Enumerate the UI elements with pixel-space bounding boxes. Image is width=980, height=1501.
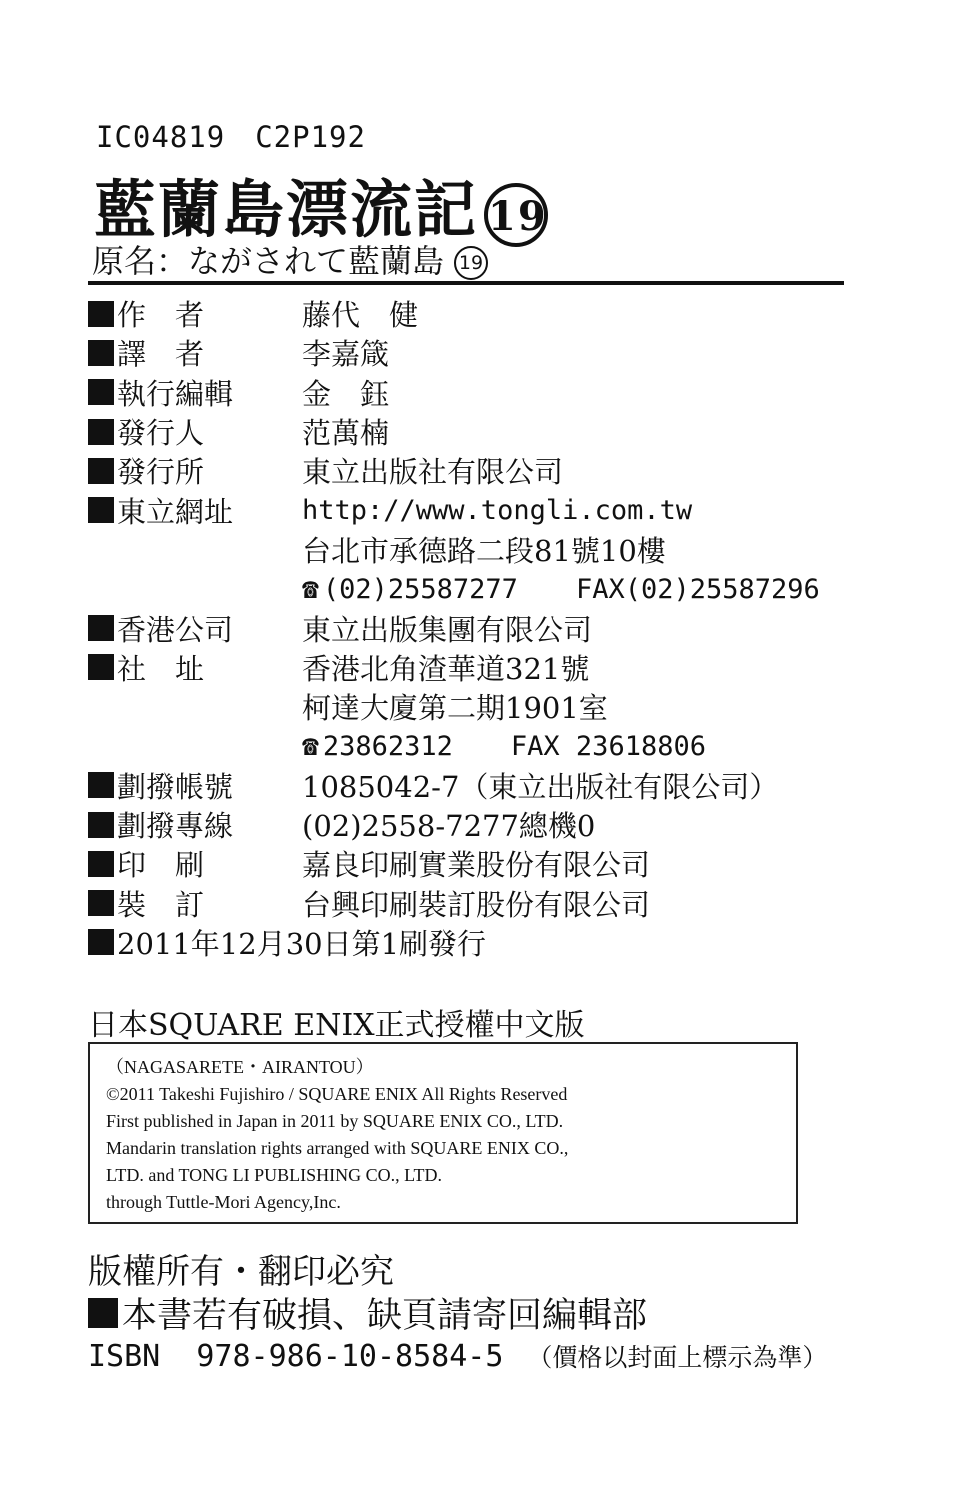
credit-label: 發行所 [117,455,205,490]
credit-label: 劃撥帳號 [117,769,234,804]
hk-phone: 23862312 [322,731,453,763]
tw-address: 台北市承德路二段81號10樓 [302,533,666,568]
volume-badge: 19 [484,183,548,247]
license-line: First published in Japan in 2011 by SQUARE ENIX CO., LTD. [106,1111,564,1131]
bullet-square-icon [88,419,114,445]
credit-row-hk-address [88,648,848,687]
credit-row-website [88,490,848,529]
credit-label: 裝 訂 [117,887,205,922]
code-2: C2P192 [255,120,366,154]
damage-notice-text: 本書若有破損、缺頁請寄回編輯部 [122,1296,648,1336]
original-title [92,236,488,282]
hk-contact-row [88,726,848,765]
tw-contact-row [88,569,848,608]
credit-value: 藤代 健 [302,298,419,333]
hk-address2-row [88,687,848,726]
license-line: Mandarin translation rights arranged with SQUARE ENIX CO., [106,1138,569,1158]
bullet-square-icon [88,929,114,955]
license-line: through Tuttle-Mori Agency,Inc. [106,1192,341,1212]
damage-notice [88,1288,647,1338]
credit-value: 台興印刷裝訂股份有限公司 [302,887,651,922]
bullet-square-icon [88,890,114,916]
original-volume-badge: 19 [454,246,488,280]
credit-row-publishing-house [88,451,848,490]
tw-contact [302,572,820,605]
credit-row-publisher [88,412,848,451]
credit-label: 劃撥專線 [117,809,234,844]
license-line: LTD. and TONG LI PUBLISHING CO., LTD. [106,1165,443,1185]
original-title-text: 原名：ながされて藍蘭島 [92,242,445,280]
license-box [88,1042,798,1224]
price-note: （價格以封面上標示為準） [527,1343,828,1372]
credit-value: 1085042-7（東立出版社有限公司） [302,769,779,804]
isbn-number: ISBN 978-986-10-8584-5 [88,1339,504,1374]
rights-reserved: 版權所有・翻印必究 [88,1252,394,1292]
credit-value: 金 鈺 [302,376,390,411]
credit-row-postal-account [88,766,848,805]
credit-row-translator [88,333,848,372]
telephone-icon: ☎ [302,729,319,763]
credit-value: 香港北角渣華道321號 [302,651,590,686]
official-license-line: 日本SQUARE ENIX正式授權中文版 [88,1008,585,1043]
credit-row-postal-line [88,805,848,844]
hk-contact [302,729,706,762]
credit-label: 作 者 [117,298,205,333]
credit-label: 譯 者 [117,337,205,372]
bullet-square-icon [88,458,114,484]
telephone-icon: ☎ [302,572,319,606]
credit-row-author [88,294,848,333]
code-1: IC04819 [96,120,226,154]
credit-value: 范萬楠 [302,416,390,451]
credit-label: 社 址 [117,651,205,686]
credit-value: 嘉良印刷實業股份有限公司 [302,848,651,883]
hk-fax: FAX 23618806 [510,731,706,763]
credit-value: (02)2558-7277總機0 [302,809,596,844]
credit-row-binding [88,883,848,922]
bullet-square-icon [88,497,114,523]
bullet-square-icon [88,772,114,798]
bullet-square-icon [88,812,114,838]
credit-value: 李嘉箴 [302,337,390,372]
title-text: 藍蘭島漂流記 [94,173,479,246]
publication-date: 2011年12月30日第1刷發行 [117,926,487,961]
credit-label: 香港公司 [117,612,234,647]
credit-row-editor [88,373,848,412]
credit-row-printing [88,844,848,883]
credit-label: 東立網址 [117,494,234,529]
bullet-square-icon [88,379,114,405]
bullet-square-icon [88,340,114,366]
credit-value: 東立出版集團有限公司 [302,612,593,647]
tw-address-row [88,530,848,569]
credit-label: 印 刷 [117,848,205,883]
bullet-square-icon [88,851,114,877]
credit-row-hk-company [88,608,848,647]
bullet-square-icon [88,301,114,327]
catalog-codes [96,120,366,154]
credits-block [88,294,848,962]
credit-label: 執行編輯 [117,376,234,411]
isbn-line [88,1338,827,1374]
bullet-square-icon [88,615,114,641]
license-line: （NAGASARETE・AIRANTOU） [106,1057,374,1077]
credit-value: 東立出版社有限公司 [302,455,564,490]
title-divider [88,281,844,285]
tw-phone: (02)25587277 [322,574,518,606]
publication-date-row [88,923,848,962]
bullet-square-icon [88,654,114,680]
license-line: ©2011 Takeshi Fujishiro / SQUARE ENIX All Rights Reserved [106,1084,568,1104]
credit-label: 發行人 [117,416,205,451]
bullet-square-icon [88,1298,118,1328]
hk-address2: 柯達大廈第二期1901室 [302,691,608,726]
website-link[interactable]: http://www.tongli.com.tw [302,494,693,526]
tw-fax: FAX(02)25587296 [575,574,820,606]
